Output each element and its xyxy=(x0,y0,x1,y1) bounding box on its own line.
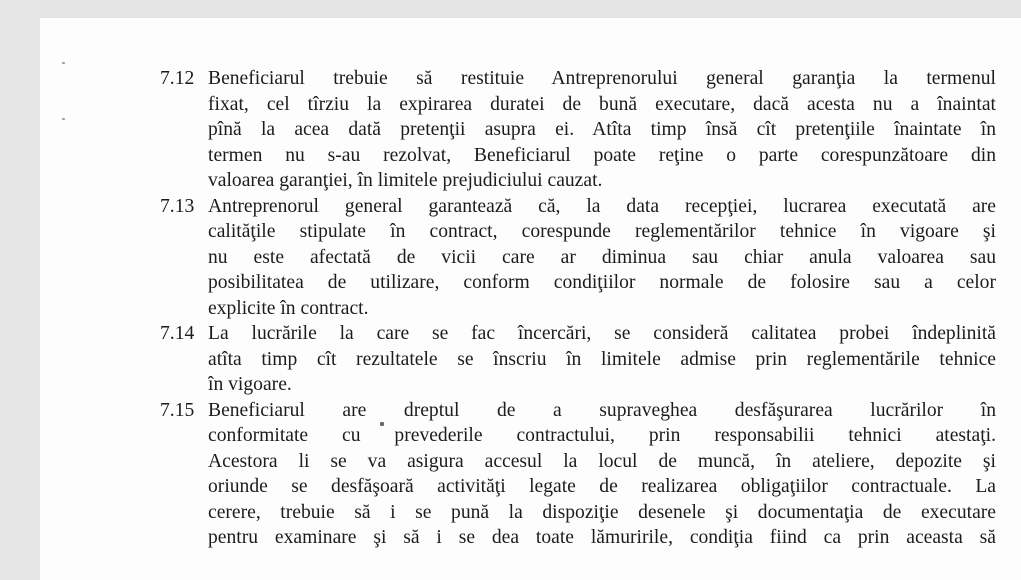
clause-text-line: în vigoare. xyxy=(208,374,292,395)
clause-text-line: pînă la acea dată pretenţii asupra ei. Atîta timp însă cît pretenţiile înaintate în xyxy=(208,119,996,140)
clause-text-line: pentru examinare şi să i se dea toate lămuririle, condiţia fiind ca prin aceasta să xyxy=(208,527,996,548)
clause-7-14 xyxy=(160,321,996,398)
clause-text-line: Antreprenorul general garantează că, la data recepţiei, lucrarea executată are xyxy=(208,195,996,217)
clause-7-15 xyxy=(160,398,996,551)
clause-text-line: Acestora li se va asigura accesul la locul de muncă, în ateliere, depozite şi xyxy=(208,450,996,472)
clause-text-line: nu este afectată de vicii care ar diminua sau chiar anula valoarea sau xyxy=(208,246,996,268)
clause-7-13 xyxy=(160,194,996,322)
clause-text-line: posibilitatea de utilizare, conform condiţiilor normale de folosire sau a celor xyxy=(208,272,996,293)
clause-number: 7.15 xyxy=(160,399,195,421)
scan-speck xyxy=(62,62,65,64)
clause-text-line: termen nu s-au rezolvat, Beneficiarul poate reţine o parte corespunzătoare din xyxy=(208,144,996,166)
clause-text-line: atîta timp cît rezultatele se înscriu în limitele admise prin reglementările tehnice xyxy=(208,348,996,370)
clause-text-line: Beneficiarul are dreptul de a supraveghea desfăşurarea lucrărilor în xyxy=(208,399,996,421)
scan-edge-top xyxy=(0,0,1021,18)
scan-speck xyxy=(62,118,65,120)
clause-text-line: cerere, trebuie să i se pună la dispoziţie desenele şi documentaţia de executare xyxy=(208,501,996,523)
clause-text-line: La lucrările la care se fac încercări, se consideră calitatea probei îndeplinită xyxy=(208,323,996,344)
document-page xyxy=(40,18,1021,580)
clause-text-line: explicite în contract. xyxy=(208,297,369,319)
clause-number: 7.12 xyxy=(160,68,195,89)
scan-edge-left xyxy=(0,0,40,580)
clause-number: 7.14 xyxy=(160,323,195,344)
document-body xyxy=(160,66,996,551)
clause-text-line: valoarea garanţiei, în limitele prejudiciului cauzat. xyxy=(208,170,603,191)
clause-text-line: conformitate cu prevederile contractului, prin responsabilii tehnici atestaţi. xyxy=(208,425,996,446)
clause-text-line: oriunde se desfăşoară activităţi legate de realizarea obligaţiilor contractuale. La xyxy=(208,476,996,497)
clause-text-line: fixat, cel tîrziu la expirarea duratei de bună executare, dacă acesta nu a înaintat xyxy=(208,93,996,115)
clause-text-line: calităţile stipulate în contract, corespunde reglementărilor tehnice în vigoare şi xyxy=(208,221,996,242)
clause-7-12 xyxy=(160,66,996,194)
clause-text-line: Beneficiarul trebuie să restituie Antreprenorului general garanţia la termenul xyxy=(208,68,996,89)
clause-number: 7.13 xyxy=(160,195,195,217)
